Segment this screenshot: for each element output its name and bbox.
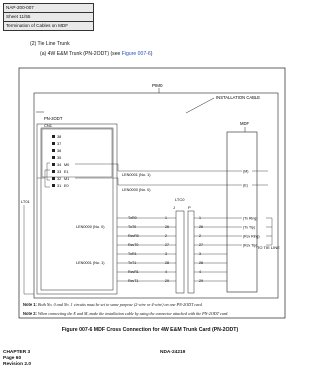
card-pin-37: 37 bbox=[57, 142, 62, 146]
right-m-label: (M) bbox=[243, 169, 249, 174]
note-2-label: Note 2: bbox=[23, 311, 37, 316]
signal-label: TxT0 bbox=[128, 225, 137, 229]
p-label: P bbox=[188, 205, 191, 210]
card-pin-32-signal: M1 bbox=[64, 177, 70, 181]
j-label: J bbox=[173, 205, 175, 210]
note-1-label: Note 1: bbox=[23, 302, 37, 307]
signal-label: TxR1 bbox=[128, 252, 137, 256]
card-pin-36: 36 bbox=[57, 149, 62, 153]
mdf-pin: 28 bbox=[199, 261, 203, 265]
footer-page: Page 60 bbox=[3, 356, 22, 361]
j-pin: 26 bbox=[165, 225, 169, 229]
card-name-label: PN-2ODT bbox=[44, 116, 63, 121]
item-prefix: (a) 4W E&M Trunk (PN-2ODT) (see bbox=[40, 51, 122, 57]
mdf-pin: 1 bbox=[199, 216, 201, 220]
len-upper-b: LEN0000 (No. 0) bbox=[122, 188, 151, 192]
p-connector bbox=[188, 211, 194, 293]
card-frame bbox=[37, 124, 117, 294]
mdf-frame bbox=[227, 132, 257, 292]
len-upper-a: LEN0001 (No. 1) bbox=[122, 173, 151, 177]
pin-dot bbox=[52, 184, 55, 187]
j-pin: 3 bbox=[165, 252, 167, 256]
mdf-pin: 3 bbox=[199, 252, 201, 256]
j-pin: 27 bbox=[165, 243, 169, 247]
j-pin: 29 bbox=[165, 279, 169, 283]
pin-dot bbox=[52, 163, 55, 166]
mdf-label: MDF bbox=[240, 121, 250, 126]
j-pin: 2 bbox=[165, 234, 167, 238]
footer-revision: Revision 2.0 bbox=[3, 362, 31, 367]
len-lower-a: LEN0000 (No. 0) bbox=[76, 225, 105, 229]
right-rcv-tip: (Rcv Tip) bbox=[243, 243, 257, 248]
mdf-pin: 27 bbox=[199, 243, 203, 247]
pin-dot bbox=[52, 177, 55, 180]
signal-rows bbox=[128, 216, 203, 283]
pin-dot bbox=[52, 135, 55, 138]
pin-dot bbox=[52, 156, 55, 159]
footer-doc-id: NDA-24219 bbox=[160, 350, 186, 355]
j-pin: 28 bbox=[165, 261, 169, 265]
signal-label: RcvT0 bbox=[128, 243, 139, 247]
right-tx-ring: (Tx Ring) bbox=[243, 216, 258, 221]
len-lower-b: LEN0001 (No. 1) bbox=[76, 261, 105, 265]
cn1-label: CN1 bbox=[44, 123, 53, 128]
footer-left bbox=[3, 350, 31, 368]
doc-number: NAP-200-007 bbox=[4, 4, 93, 13]
card-pin-31-signal: E0 bbox=[64, 184, 69, 188]
installation-cable-label: INSTALLATION CABLE bbox=[216, 95, 261, 100]
right-rcv-ring: (Rcv Ring) bbox=[243, 234, 260, 239]
right-e-label: (E) bbox=[243, 183, 248, 188]
j-pin: 1 bbox=[165, 216, 167, 220]
card-pin-35: 35 bbox=[57, 156, 62, 160]
card-pin-34-signal: M0 bbox=[64, 163, 70, 167]
note-2-text: When connecting the E and M, make the installation cable by using the connector attached with the PN-2ODT card. bbox=[38, 311, 229, 316]
note-2 bbox=[23, 311, 288, 316]
mdf-pin: 29 bbox=[199, 279, 203, 283]
mdf-pin: 26 bbox=[199, 225, 203, 229]
card-pin-38: 38 bbox=[57, 135, 62, 139]
card-pin-33-signal: E1 bbox=[64, 170, 69, 174]
note-1 bbox=[23, 302, 288, 307]
figure-frame bbox=[19, 68, 285, 318]
j-connector bbox=[176, 211, 184, 293]
section-heading: (2) Tie Line Trunk bbox=[30, 41, 70, 47]
mdf-pin: 2 bbox=[199, 234, 201, 238]
right-tx-tip: (Tx Tip) bbox=[243, 225, 255, 230]
pim-label: PIM0 bbox=[152, 83, 163, 88]
signal-label: TxR0 bbox=[128, 216, 137, 220]
signal-label: RcvT1 bbox=[128, 279, 139, 283]
mdf-pin: 4 bbox=[199, 270, 201, 274]
signal-label: TxT1 bbox=[128, 261, 137, 265]
pin-dot bbox=[52, 149, 55, 152]
card-pin-32: 32 bbox=[57, 177, 62, 181]
signal-label: RcvR1 bbox=[128, 270, 139, 274]
item-suffix: ) bbox=[150, 51, 153, 57]
card-pin-31: 31 bbox=[57, 184, 62, 188]
pin-dot bbox=[52, 142, 55, 145]
figure-link[interactable]: Figure 007-6 bbox=[121, 51, 151, 57]
tie-line-label: TO TIE LINE bbox=[257, 245, 280, 250]
card-inner-frame bbox=[41, 128, 113, 290]
card-pin-33: 33 bbox=[57, 170, 62, 174]
footer-chapter: CHAPTER 3 bbox=[3, 350, 31, 355]
sheet-number: Sheet 11/55 bbox=[4, 13, 93, 22]
card-pin-row bbox=[52, 135, 69, 188]
card-pin-34: 34 bbox=[57, 163, 62, 167]
doc-title: Termination of Cables on MDF bbox=[6, 23, 69, 28]
ltc0-label: LTC0 bbox=[175, 197, 185, 202]
figure-caption: Figure 007-6 MDF Cross Connection for 4W E&M Trunk Card (PN-2ODT) bbox=[61, 327, 239, 333]
pin-dot bbox=[52, 170, 55, 173]
note-1-text: Both No. 0 and No. 1 circuits must be set to same purpose (2-wire or 4-wire) on one PN-2ODT card. bbox=[38, 302, 203, 307]
signal-label: RcvR0 bbox=[128, 234, 139, 238]
lt01-label: LT01 bbox=[21, 199, 30, 204]
j-pin: 4 bbox=[165, 270, 167, 274]
